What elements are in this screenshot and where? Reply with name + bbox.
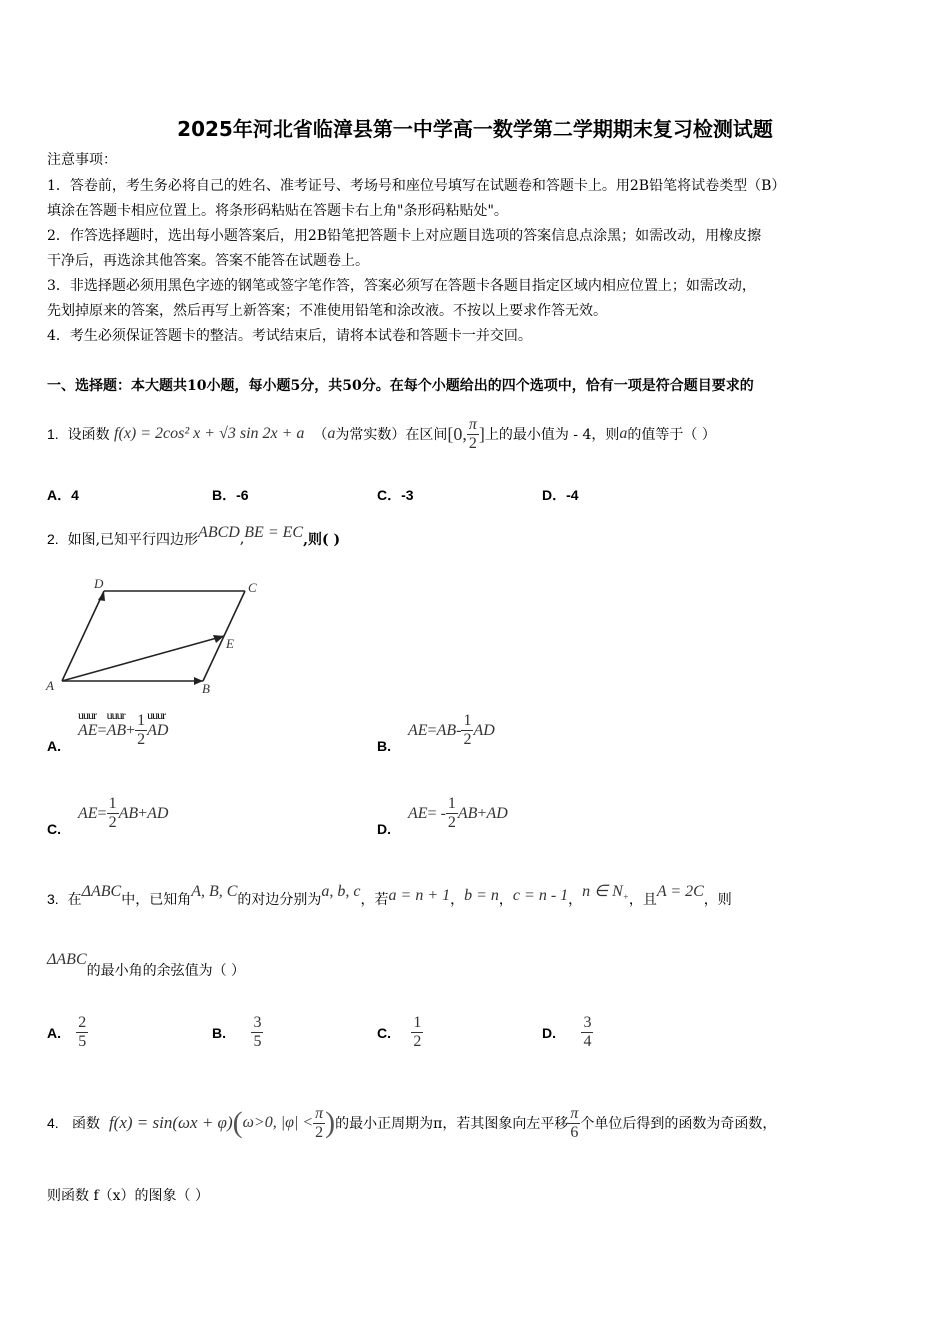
question-3: 3. 在 ΔABC 中，已知角 A, B, C 的对边分别为 a, b, c ，若 a = n + 1 ， b = n ， c = n - 1 ， n ∈ $N_+$ ，且 A = 2C ，则 xyxy=(47,883,732,908)
vector-ae xyxy=(62,636,224,681)
question-number: 4. xyxy=(47,1115,59,1131)
option-b-expression: AE = AB - $\frac{1}{2}$ AD xyxy=(408,712,495,748)
notice-line: 干净后，再选涂其他答案。答案不能答在试题卷上。 xyxy=(47,253,369,269)
label-d: D xyxy=(94,576,104,591)
triangle-name: ΔABC xyxy=(47,951,87,968)
question-text: ，且 xyxy=(628,892,657,908)
page-title: 2025年河北省临漳县第一中学高一数学第二学期期末复习检测试题 xyxy=(177,117,773,141)
variable-a: a xyxy=(619,425,628,442)
question-text: 为常实数）在区间 xyxy=(335,427,448,443)
shift-fraction: $\frac{\pi}{6}$ xyxy=(570,1104,579,1141)
notice-heading: 注意事项： xyxy=(47,152,117,168)
q3-option-b[interactable]: B. $\frac{3}{5}$ xyxy=(212,1014,262,1050)
question-text: 的最小正周期为π，若其图象向左平移 xyxy=(335,1116,569,1132)
left-paren: ( xyxy=(232,1106,243,1139)
label-a: A xyxy=(46,678,54,693)
condition-n: n ∈ $N_+$ xyxy=(582,883,629,903)
option-a[interactable]: A．4 xyxy=(47,487,79,503)
notice-line: 先划掉原来的答案，然后再写上新答案；不准使用铅笔和涂改液。不按以上要求作答无效。 xyxy=(47,303,607,319)
label-c: C xyxy=(248,580,257,595)
option-d-label[interactable]: D. xyxy=(377,821,391,837)
interval-left: [0, xyxy=(447,423,467,444)
question-text: 中，已知角 xyxy=(121,892,192,908)
question-3-line-2 xyxy=(47,951,246,985)
option-d[interactable]: D．-4 xyxy=(542,487,579,503)
question-text: 上的最小值为 - 4，则 xyxy=(484,427,620,443)
separator: , xyxy=(239,531,245,547)
question-4 xyxy=(47,1100,776,1146)
parallelogram-name: ABCD xyxy=(198,524,240,541)
condition-b: b = n xyxy=(464,887,499,904)
question-text: 函数 xyxy=(72,1116,101,1132)
question-number: 1. xyxy=(47,426,59,442)
option-b-label[interactable]: B. xyxy=(377,738,391,754)
question-text: ，则 xyxy=(703,892,732,908)
angles: A, B, C xyxy=(191,883,238,900)
notice-line: 4．考生必须保证答题卡的整洁。考试结束后，请将本试卷和答题卡一并交回。 xyxy=(47,328,532,344)
condition-expression: BE = EC xyxy=(244,524,304,541)
question-text: 在 xyxy=(67,892,82,908)
interval-right: ] xyxy=(478,423,485,444)
side-da xyxy=(62,591,104,681)
question-text: 的最小角的余弦值为（ ） xyxy=(86,963,246,979)
question-text: 的值等于（ ） xyxy=(627,427,716,443)
question-number: 3. xyxy=(47,891,59,907)
question-1 xyxy=(47,414,716,454)
q3-option-a[interactable]: A. $\frac{2}{5}$ xyxy=(47,1014,87,1050)
function-expression: f(x) = sin(ωx + φ) xyxy=(108,1113,233,1132)
option-a-expression: uuur AE = uuur AB + $\frac{1}{2}$ uuur AD xyxy=(78,712,168,749)
option-c-label[interactable]: C. xyxy=(47,821,61,837)
arrow-head-d xyxy=(98,591,105,601)
question-text: （ xyxy=(313,427,328,443)
option-c[interactable]: C．-3 xyxy=(377,487,414,503)
label-b: B xyxy=(202,681,210,696)
question-text: 的对边分别为 xyxy=(237,892,322,908)
q3-option-c[interactable]: C. $\frac{1}{2}$ xyxy=(377,1014,422,1050)
triangle-name: ΔABC xyxy=(81,883,122,900)
interval-fraction: $\frac{\pi}{2}$ xyxy=(468,415,477,452)
option-a-label[interactable]: A. xyxy=(47,738,61,754)
q3-option-d[interactable]: D. $\frac{3}{4}$ xyxy=(542,1014,592,1050)
option-b[interactable]: B．-6 xyxy=(212,487,249,503)
question-text: 个单位后得到的函数为奇函数， xyxy=(580,1116,777,1132)
question-4-line-2: 则函数 f（x）的图象（ ） xyxy=(47,1188,209,1204)
notice-line: 填涂在答题卡相应位置上。将条形码粘贴在答题卡右上角"条形码粘贴处"。 xyxy=(47,203,508,219)
question-text: ，若 xyxy=(360,892,389,908)
question-2 xyxy=(47,524,340,554)
question-number: 2. xyxy=(47,531,59,547)
right-paren: ) xyxy=(325,1106,336,1139)
label-e: E xyxy=(226,636,234,651)
condition-a: a = n + 1 xyxy=(388,887,451,904)
option-d-expression: AE = - $\frac{1}{2}$ AB + AD xyxy=(408,795,508,831)
question-text: 如图,已知平行四边形 xyxy=(67,532,199,548)
condition-angle: A = 2C xyxy=(656,883,704,900)
question-text: ,则( ) xyxy=(303,532,341,548)
sides: a, b, c xyxy=(321,883,361,900)
section-heading: 一、选择题：本大题共10小题，每小题5分，共50分。在每个小题给出的四个选项中，恰有一项是符合题目要求的 xyxy=(47,378,754,394)
notice-line: 2．作答选择题时，选出每小题答案后，用2B铅笔把答题卡上对应题目选项的答案信息点涂黑；如需改动，用橡皮擦 xyxy=(47,228,762,244)
condition-c: c = n - 1 xyxy=(512,887,569,904)
function-expression: f(x) = 2cos² x + √3 sin 2x + a xyxy=(114,425,305,442)
notice-line: 1．答卷前，考生务必将自己的姓名、准考证号、考场号和座位号填写在试题卷和答题卡上。用2B铅笔将试卷类型（B） xyxy=(47,178,786,194)
condition-fraction: $\frac{\pi}{2}$ xyxy=(315,1104,324,1141)
notice-line: 3．非选择题必须用黑色字迹的钢笔或签字笔作答，答案必须写在答题卡各题目指定区域内相应位置上；如需改动， xyxy=(47,278,756,294)
question-text: 设函数 xyxy=(67,427,110,443)
variable-a: a xyxy=(327,425,336,442)
parallelogram-figure xyxy=(40,570,270,700)
condition-expression: ω>0, |φ| < xyxy=(242,1114,314,1131)
option-c-expression: AE = $\frac{1}{2}$ AB + AD xyxy=(78,795,169,831)
